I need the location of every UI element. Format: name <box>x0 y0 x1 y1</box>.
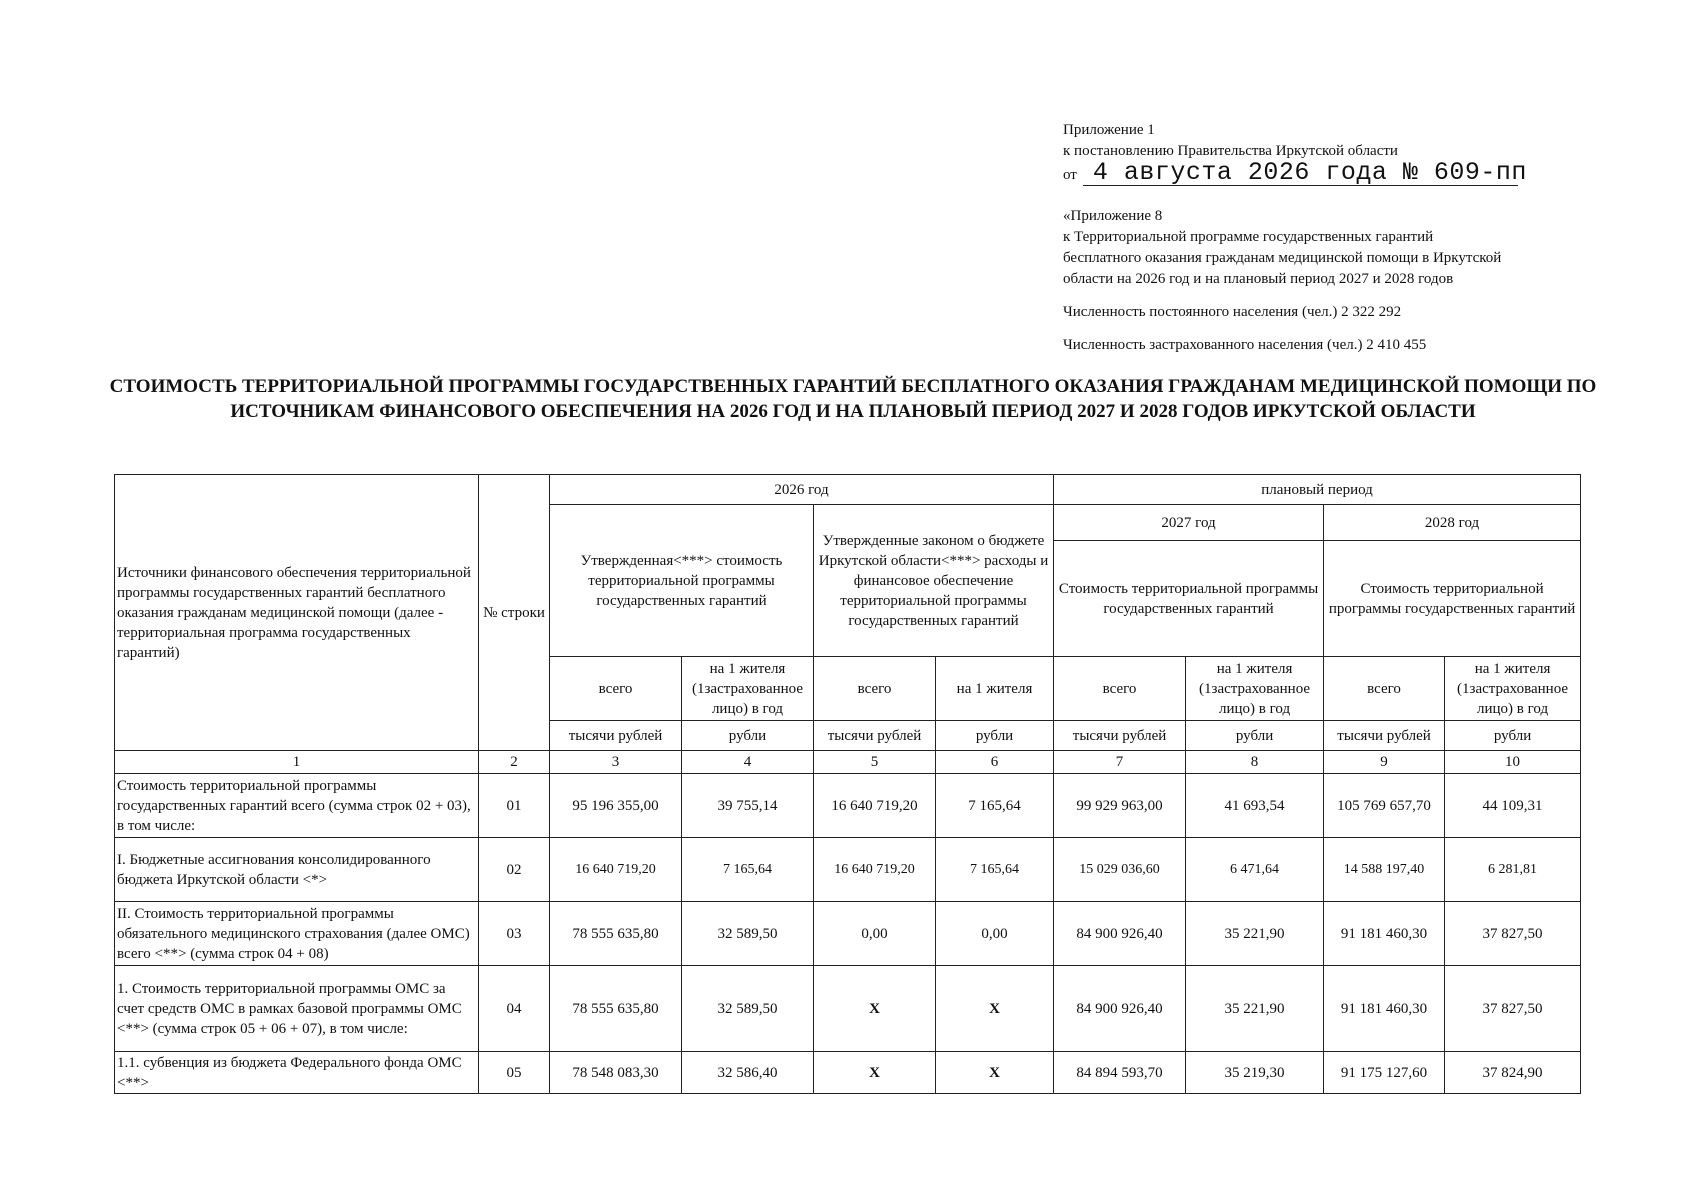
header-total: всего <box>1324 657 1445 721</box>
resolution-date-row <box>1063 160 1663 186</box>
row-value: 7 165,64 <box>936 774 1054 838</box>
header-cost-2027: Стоимость территориальной программы государственных гарантий <box>1054 541 1324 657</box>
row-value: 37 827,50 <box>1445 902 1581 966</box>
appendix8-line: «Приложение 8 <box>1063 208 1163 224</box>
column-number: 6 <box>936 751 1054 774</box>
column-number: 7 <box>1054 751 1186 774</box>
header-per-resident: на 1 жителя <box>936 657 1054 721</box>
header-year-2026: 2026 год <box>550 475 1054 505</box>
table-row <box>115 966 1581 1052</box>
header-per-insured: на 1 жителя (1застрахованное лицо) в год <box>1445 657 1581 721</box>
row-value: 78 555 635,80 <box>550 902 682 966</box>
row-value: 32 586,40 <box>682 1052 814 1094</box>
row-value: 32 589,50 <box>682 966 814 1052</box>
header-total: всего <box>1054 657 1186 721</box>
row-value: 41 693,54 <box>1186 774 1324 838</box>
row-value: 35 221,90 <box>1186 966 1324 1052</box>
header-approved-by-law: Утвержденные законом о бюджете Иркутской области<***> расходы и финансовое обеспечение территориальной программы государственных гарантий <box>814 505 1054 657</box>
row-value: 32 589,50 <box>682 902 814 966</box>
appendix8-line: бесплатного оказания гражданам медицинской помощи в Иркутской <box>1063 250 1502 266</box>
unit-thousand-rub: тысячи рублей <box>814 721 936 751</box>
table-row <box>115 1052 1581 1094</box>
row-value: 6 471,64 <box>1186 838 1324 902</box>
row-value: 0,00 <box>814 902 936 966</box>
column-number: 5 <box>814 751 936 774</box>
unit-thousand-rub: тысячи рублей <box>1054 721 1186 751</box>
row-value: 84 900 926,40 <box>1054 902 1186 966</box>
row-value: 91 181 460,30 <box>1324 966 1445 1052</box>
row-source-name: Стоимость территориальной программы государственных гарантий всего (сумма строк 02 + 03), в том числе: <box>115 774 479 838</box>
row-code: 05 <box>479 1052 550 1094</box>
row-value: 35 221,90 <box>1186 902 1324 966</box>
row-value: 14 588 197,40 <box>1324 838 1445 902</box>
row-value: 35 219,30 <box>1186 1052 1324 1094</box>
column-number: 4 <box>682 751 814 774</box>
row-source-name: 1.1. субвенция из бюджета Федерального фонда ОМС <**> <box>115 1052 479 1094</box>
row-value: Х <box>936 1052 1054 1094</box>
row-value: 16 640 719,20 <box>814 774 936 838</box>
row-value: Х <box>814 966 936 1052</box>
resolution-reference: к постановлению Правительства Иркутской области <box>1063 143 1398 159</box>
unit-rub: рубли <box>1186 721 1324 751</box>
row-value: Х <box>936 966 1054 1052</box>
row-value: 16 640 719,20 <box>814 838 936 902</box>
row-value: 44 109,31 <box>1445 774 1581 838</box>
row-value: 7 165,64 <box>682 838 814 902</box>
document-title: СТОИМОСТЬ ТЕРРИТОРИАЛЬНОЙ ПРОГРАММЫ ГОСУДАРСТВЕННЫХ ГАРАНТИЙ БЕСПЛАТНОГО ОКАЗАНИЯ ГРАЖДАНАМ МЕДИЦИНСКОЙ ПОМОЩИ ПО ИСТОЧНИКАМ ФИНАНСОВОГО ОБЕСПЕЧЕНИЯ НА 2026 ГОД И НА ПЛАНОВЫЙ ПЕРИОД 2027 И 2028 ГОДОВ ИРКУТСКОЙ ОБЛАСТИ <box>109 376 1597 422</box>
table-row <box>115 838 1581 902</box>
row-code: 03 <box>479 902 550 966</box>
column-number: 8 <box>1186 751 1324 774</box>
header-source: Источники финансового обеспечения территориальной программы государственных гарантий бесплатного оказания гражданам медицинской помощи (далее - территориальная программа государственных гарантий) <box>115 475 479 751</box>
column-number: 2 <box>479 751 550 774</box>
header-per-insured: на 1 жителя (1застрахованное лицо) в год <box>682 657 814 721</box>
row-code: 02 <box>479 838 550 902</box>
header-planned-period: плановый период <box>1054 475 1581 505</box>
column-number: 9 <box>1324 751 1445 774</box>
row-value: 78 548 083,30 <box>550 1052 682 1094</box>
appendix-number: Приложение 1 <box>1063 122 1155 138</box>
header-approved-cost: Утвержденная<***> стоимость территориальной программы государственных гарантий <box>550 505 814 657</box>
header-year-2028: 2028 год <box>1324 505 1581 541</box>
table-row <box>115 902 1581 966</box>
row-value: Х <box>814 1052 936 1094</box>
header-year-2027: 2027 год <box>1054 505 1324 541</box>
resident-population: Численность постоянного населения (чел.) 2 322 292 <box>1063 304 1402 320</box>
insured-population: Численность застрахованного населения (чел.) 2 410 455 <box>1063 337 1427 353</box>
row-code: 01 <box>479 774 550 838</box>
row-source-name: I. Бюджетные ассигнования консолидированного бюджета Иркутской области <*> <box>115 838 479 902</box>
row-value: 105 769 657,70 <box>1324 774 1445 838</box>
program-cost-table <box>114 474 1581 1094</box>
row-value: 84 894 593,70 <box>1054 1052 1186 1094</box>
column-number: 3 <box>550 751 682 774</box>
row-source-name: II. Стоимость территориальной программы обязательного медицинского страхования (далее ОМС) всего <**> (сумма строк 04 + 08) <box>115 902 479 966</box>
column-number: 1 <box>115 751 479 774</box>
unit-thousand-rub: тысячи рублей <box>1324 721 1445 751</box>
row-value: 39 755,14 <box>682 774 814 838</box>
appendix8-line: к Территориальной программе государственных гарантий <box>1063 229 1434 245</box>
appendix-header <box>1063 120 1663 356</box>
unit-rub: рубли <box>1445 721 1581 751</box>
row-source-name: 1. Стоимость территориальной программы ОМС за счет средств ОМС в рамках базовой программы ОМС <**> (сумма строк 05 + 06 + 07), в том числе: <box>115 966 479 1052</box>
unit-thousand-rub: тысячи рублей <box>550 721 682 751</box>
header-cost-2028: Стоимость территориальной программы государственных гарантий <box>1324 541 1581 657</box>
row-value: 15 029 036,60 <box>1054 838 1186 902</box>
column-number: 10 <box>1445 751 1581 774</box>
row-value: 91 175 127,60 <box>1324 1052 1445 1094</box>
row-value: 91 181 460,30 <box>1324 902 1445 966</box>
unit-rub: рубли <box>936 721 1054 751</box>
row-value: 0,00 <box>936 902 1054 966</box>
resolution-date-field: 4 августа 2026 года № 609-пп <box>1083 160 1518 186</box>
header-total: всего <box>814 657 936 721</box>
table-row <box>115 774 1581 838</box>
header-per-insured: на 1 жителя (1застрахованное лицо) в год <box>1186 657 1324 721</box>
header-row-number: № строки <box>479 475 550 751</box>
header-total: всего <box>550 657 682 721</box>
row-value: 16 640 719,20 <box>550 838 682 902</box>
row-value: 78 555 635,80 <box>550 966 682 1052</box>
unit-rub: рубли <box>682 721 814 751</box>
row-value: 95 196 355,00 <box>550 774 682 838</box>
column-number-row <box>115 751 1581 774</box>
row-value: 99 929 963,00 <box>1054 774 1186 838</box>
appendix8-reference <box>1063 206 1663 290</box>
row-value: 7 165,64 <box>936 838 1054 902</box>
row-value: 37 827,50 <box>1445 966 1581 1052</box>
row-value: 6 281,81 <box>1445 838 1581 902</box>
row-value: 84 900 926,40 <box>1054 966 1186 1052</box>
date-prefix: от <box>1063 167 1077 183</box>
row-code: 04 <box>479 966 550 1052</box>
row-value: 37 824,90 <box>1445 1052 1581 1094</box>
appendix8-line: области на 2026 год и на плановый период 2027 и 2028 годов <box>1063 271 1454 287</box>
